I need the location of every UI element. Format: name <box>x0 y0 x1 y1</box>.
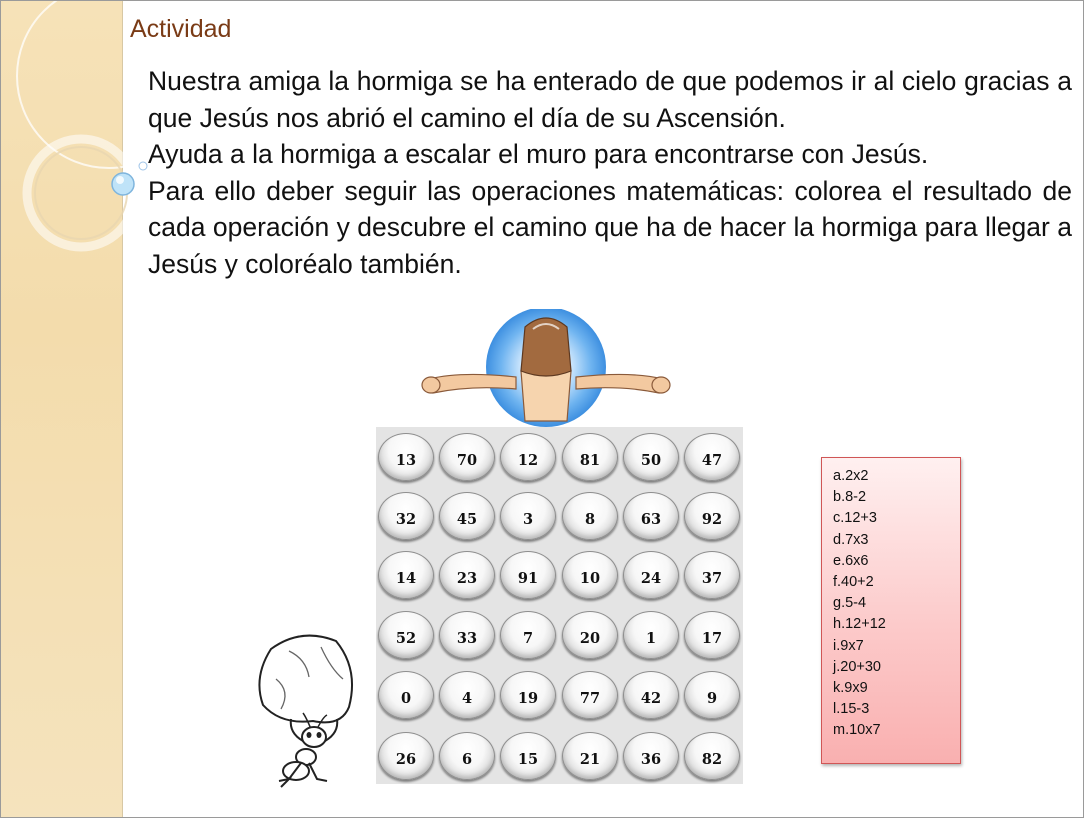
stone-number: 8 <box>584 511 596 528</box>
number-stone[interactable] <box>376 726 434 782</box>
operation-item: g.5-4 <box>833 595 867 612</box>
number-stone[interactable] <box>437 427 495 483</box>
number-stone[interactable] <box>560 427 618 483</box>
operation-item: i.9x7 <box>833 637 864 654</box>
stone-shape <box>439 433 495 481</box>
operation-item: c.12+3 <box>833 510 877 527</box>
number-stone[interactable] <box>376 665 434 721</box>
stone-number: 63 <box>640 511 662 528</box>
number-stone[interactable] <box>682 486 740 542</box>
number-stone[interactable] <box>437 726 495 782</box>
number-stone[interactable] <box>437 486 495 542</box>
stone-number: 21 <box>579 751 601 768</box>
number-stone[interactable] <box>682 726 740 782</box>
stone-shape <box>439 551 495 599</box>
stone-shape <box>500 551 556 599</box>
stone-shape <box>684 492 740 540</box>
stone-shape <box>623 671 679 719</box>
stone-shape <box>439 732 495 780</box>
stone-number: 10 <box>579 570 601 587</box>
paragraph: Ayuda a la hormiga a escalar el muro para encontrarse con Jesús. <box>148 139 929 169</box>
number-stone[interactable] <box>376 486 434 542</box>
stone-shape <box>500 671 556 719</box>
stone-number: 0 <box>400 690 412 707</box>
operation-item: j.20+30 <box>833 658 881 675</box>
stone-number: 4 <box>461 690 473 707</box>
stone-number: 47 <box>701 452 723 469</box>
operation-item: e.6x6 <box>833 552 869 569</box>
stone-number: 82 <box>701 751 723 768</box>
number-wall <box>376 427 743 784</box>
number-stone[interactable] <box>376 545 434 601</box>
number-stone[interactable] <box>621 427 679 483</box>
stone-number: 1 <box>645 630 657 647</box>
stone-shape <box>623 611 679 659</box>
stone-number: 7 <box>522 630 534 647</box>
number-stone[interactable] <box>498 726 556 782</box>
stone-shape <box>378 492 434 540</box>
number-stone[interactable] <box>621 665 679 721</box>
ascending-jesus-illustration <box>421 309 671 429</box>
stone-number: 15 <box>517 751 539 768</box>
stone-shape <box>623 492 679 540</box>
stone-shape <box>439 611 495 659</box>
paragraph: Para ello deber seguir las operaciones matemáticas: colorea el resultado de cada operación y descubre el camino que ha de hacer la hormiga para llegar a Jesús y coloréalo también. <box>148 175 1072 279</box>
stone-number: 33 <box>456 630 478 647</box>
stone-number: 45 <box>456 511 478 528</box>
stone-number: 77 <box>579 690 601 707</box>
operation-item: h.12+12 <box>833 616 886 633</box>
stone-number: 81 <box>579 452 601 469</box>
stone-number: 6 <box>461 751 473 768</box>
number-stone[interactable] <box>621 726 679 782</box>
slide-title: Actividad <box>130 15 232 43</box>
stone-shape <box>623 433 679 481</box>
stone-number: 52 <box>395 630 417 647</box>
number-stone[interactable] <box>437 605 495 661</box>
operation-item: b.8-2 <box>833 489 867 506</box>
number-stone[interactable] <box>682 665 740 721</box>
stone-shape <box>500 492 556 540</box>
number-stone[interactable] <box>376 605 434 661</box>
stone-number: 12 <box>517 452 539 469</box>
stone-number: 9 <box>706 690 718 707</box>
number-stone[interactable] <box>376 427 434 483</box>
stone-shape <box>623 732 679 780</box>
stone-shape <box>684 732 740 780</box>
stone-number: 24 <box>640 570 662 587</box>
stone-shape <box>378 671 434 719</box>
stone-number: 42 <box>640 690 662 707</box>
operation-item: a.2x2 <box>833 468 869 484</box>
stone-number: 91 <box>517 570 539 587</box>
stone-number: 17 <box>701 630 723 647</box>
stone-number: 92 <box>701 511 723 528</box>
number-stone[interactable] <box>498 427 556 483</box>
stone-number: 37 <box>701 570 723 587</box>
stone-shape <box>562 732 618 780</box>
number-stone[interactable] <box>682 605 740 661</box>
stone-shape <box>684 671 740 719</box>
stone-shape <box>562 492 618 540</box>
number-stone[interactable] <box>621 545 679 601</box>
activity-instructions <box>148 63 1072 282</box>
stone-number: 36 <box>640 751 662 768</box>
stone-number: 70 <box>456 452 478 469</box>
stone-number: 13 <box>395 452 417 469</box>
number-stone[interactable] <box>560 486 618 542</box>
number-stone[interactable] <box>682 545 740 601</box>
stone-number: 50 <box>640 452 662 469</box>
operation-item: d.7x3 <box>833 531 869 548</box>
stone-shape <box>439 492 495 540</box>
number-stone[interactable] <box>498 665 556 721</box>
number-stone[interactable] <box>498 605 556 661</box>
stone-shape <box>562 671 618 719</box>
operation-item: f.40+2 <box>833 574 874 591</box>
number-stone[interactable] <box>437 665 495 721</box>
stone-number: 23 <box>456 570 478 587</box>
stone-number: 19 <box>517 690 539 707</box>
number-stone[interactable] <box>560 545 618 601</box>
ant-carrying-rock-illustration <box>251 629 361 789</box>
circle-bullet-icon <box>112 173 134 195</box>
number-stone[interactable] <box>560 605 618 661</box>
stone-shape <box>500 732 556 780</box>
stone-number: 20 <box>579 630 601 647</box>
stone-shape <box>562 433 618 481</box>
stone-shape <box>562 611 618 659</box>
stone-shape <box>500 611 556 659</box>
stone-number: 14 <box>395 570 417 587</box>
number-stone[interactable] <box>560 665 618 721</box>
number-stone[interactable] <box>437 545 495 601</box>
stone-shape <box>500 433 556 481</box>
stone-shape <box>378 551 434 599</box>
stone-shape <box>378 611 434 659</box>
stone-shape <box>684 433 740 481</box>
operations-box <box>821 457 961 764</box>
stone-number: 26 <box>395 751 417 768</box>
stone-shape <box>378 433 434 481</box>
number-stone[interactable] <box>682 427 740 483</box>
stone-shape <box>439 671 495 719</box>
stone-shape <box>684 551 740 599</box>
operation-item: k.9x9 <box>833 680 868 697</box>
number-stone[interactable] <box>621 486 679 542</box>
stone-number: 32 <box>395 511 417 528</box>
operation-item: m.10x7 <box>833 722 881 739</box>
operation-item: l.15-3 <box>833 701 870 718</box>
number-stone[interactable] <box>621 605 679 661</box>
stone-shape <box>623 551 679 599</box>
stone-shape <box>684 611 740 659</box>
stone-number: 3 <box>522 511 534 528</box>
paragraph: Nuestra amiga la hormiga se ha enterado de que podemos ir al cielo gracias a que Jesús nos abrió el camino el día de su Ascensión. <box>148 66 1072 133</box>
stone-shape <box>562 551 618 599</box>
operations-list <box>833 466 886 742</box>
number-stone[interactable] <box>498 486 556 542</box>
number-stone[interactable] <box>560 726 618 782</box>
number-stone[interactable] <box>498 545 556 601</box>
stone-shape <box>378 732 434 780</box>
